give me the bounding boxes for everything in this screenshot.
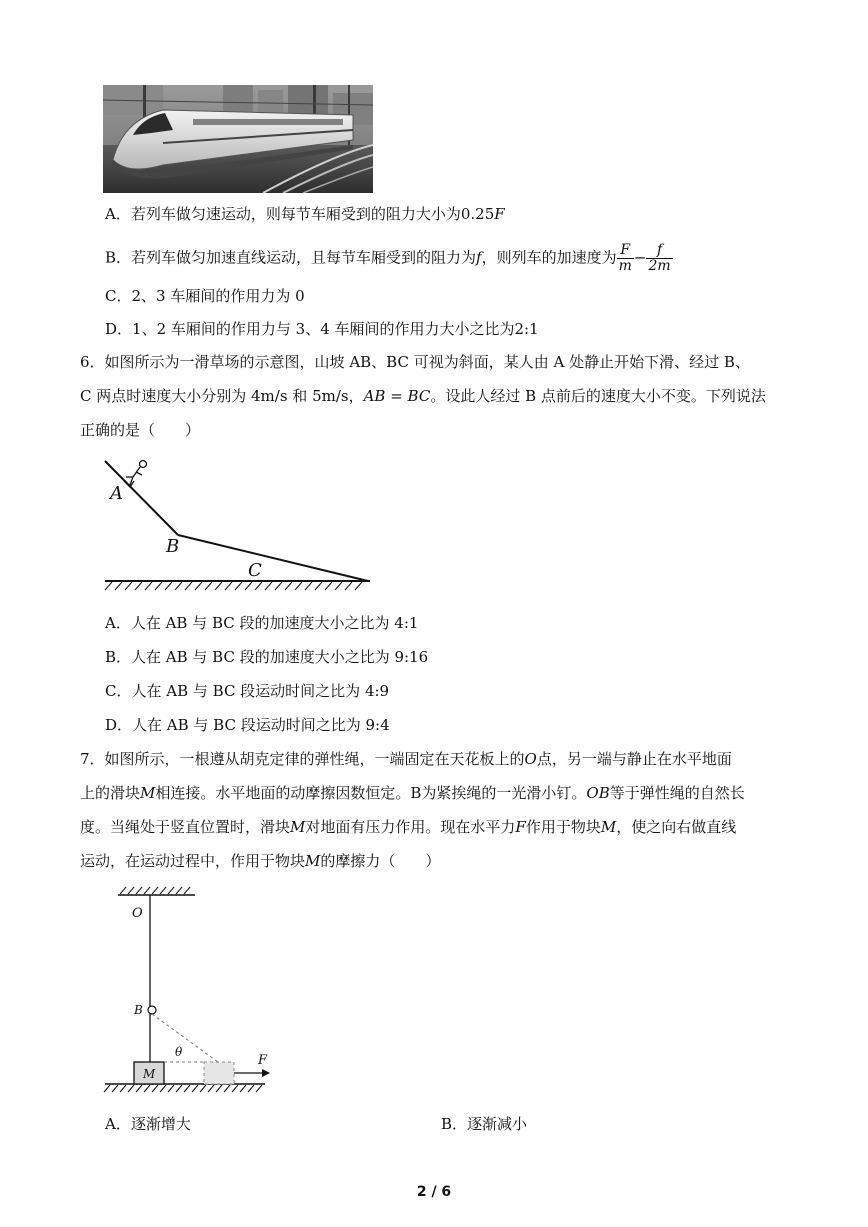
q7-stem-line1: 7．如图所示，一根遵从胡克定律的弹性绳，一端固定在天花板上的O点，另一端与静止在水平地面	[80, 750, 732, 768]
q7-label-f: F	[258, 1053, 268, 1068]
q6-option-b: B．人在 AB 与 BC 段的加速度大小之比为 9:16	[105, 648, 429, 666]
q7-option-b: B．逐渐减小	[441, 1115, 528, 1133]
q5-option-c: C．2、3 车厢间的作用力为 0	[105, 287, 305, 305]
q6-option-a: A．人在 AB 与 BC 段的加速度大小之比为 4:1	[105, 614, 419, 632]
q6-label-a: A	[110, 483, 123, 504]
q5-fraction-1: $\frac{F}{m}$	[618, 242, 632, 274]
q5-fraction-2: $\frac{f}{2m}$	[648, 242, 671, 274]
q6-stem-line1: 6．如图所示为一滑草场的示意图，山坡 AB、BC 可视为斜面，某人由 A 处静止开始下滑、经过 B、	[80, 353, 750, 371]
q6-option-c: C．人在 AB 与 BC 段运动时间之比为 4:9	[105, 682, 390, 700]
q7-label-m: M	[143, 1067, 156, 1081]
q6-label-c: C	[248, 560, 262, 581]
q7-stem-line3: 度。当绳处于竖直位置时，滑块M对地面有压力作用。现在水平力F作用于物块M，使之向右做直线	[80, 818, 737, 836]
q5-option-b-prefix: B．若列车做匀加速直线运动，且每节车厢受到的阻力为	[105, 248, 477, 267]
q5-option-b-var: f	[476, 248, 482, 267]
q7-label-b: B	[134, 1003, 143, 1017]
q7-elastic-rope-diagram	[100, 885, 280, 1095]
q7-label-o: O	[132, 906, 143, 921]
q6-option-d: D．人在 AB 与 BC 段运动时间之比为 9:4	[105, 716, 390, 734]
train-photo	[103, 85, 373, 193]
q5-option-a-text: A．若列车做匀速运动，则每节车厢受到的阻力大小为0.25	[105, 205, 495, 223]
q5-option-a	[105, 203, 505, 225]
q5-option-b: B．若列车做匀加速直线运动，且每节车厢受到的阻力为f，则列车的加速度为 $\frac{F}{m}$ − $\frac{f}{2m}$	[105, 242, 671, 274]
q6-equation: AB = BC	[363, 387, 431, 405]
q7-stem-line4: 运动，在运动过程中，作用于物块M的摩擦力（ ）	[80, 852, 441, 870]
q6-stem-line2: C 两点时速度大小分别为 4m/s 和 5m/s，AB = BC。设此人经过 B 点前后的速度大小不变。下列说法	[80, 387, 766, 405]
q5-option-a-var: F	[494, 205, 505, 223]
q7-stem-line2: 上的滑块M相连接。水平地面的动摩擦因数恒定。B为紧挨绳的一光滑小钉。OB等于弹性绳的自然长	[80, 784, 745, 802]
q5-option-d: D．1、2 车厢间的作用力与 3、4 车厢间的作用力大小之比为2:1	[105, 320, 539, 338]
q6-label-b: B	[166, 536, 180, 557]
page-number: 2 / 6	[416, 1184, 452, 1200]
q6-slope-diagram	[100, 455, 375, 595]
q5-option-b-mid: ，则列车的加速度为	[481, 248, 617, 267]
q7-label-theta: θ	[175, 1045, 183, 1059]
q6-stem-line3: 正确的是（ ）	[80, 421, 201, 439]
q7-option-a: A．逐渐增大	[105, 1115, 191, 1133]
